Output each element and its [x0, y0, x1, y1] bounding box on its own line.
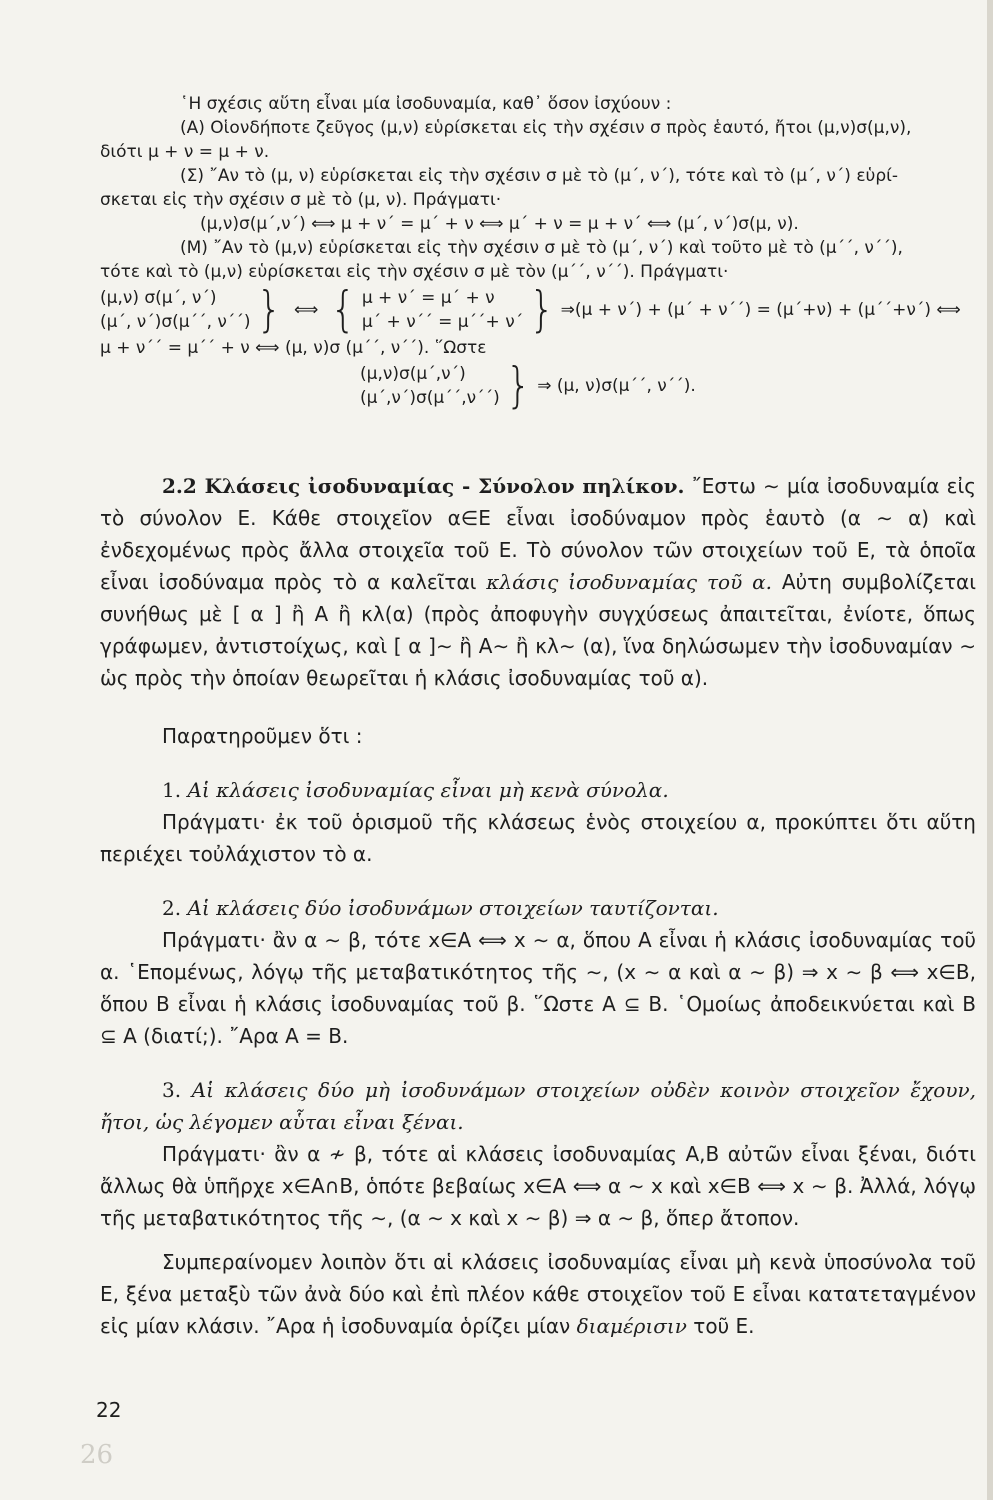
- equation-term: μ + ν΄ = μ΄ + ν: [361, 288, 495, 308]
- right-brace: }: [505, 358, 532, 414]
- proposition-number: 2.: [162, 896, 182, 920]
- paragraph-text: Συμπεραίνομεν λοιπὸν ὅτι αἱ κλάσεις ἰσοδυναμίας εἶναι μὴ κενὰ ὑποσύνολα τοῦ Ε, ξένα μεταξὺ τῶν ἀνὰ δύο καὶ ἐπὶ πλέον κάθε στοιχεῖον τοῦ Ε εἶναι κατατεταγμένον εἰς μίαν κλάσιν. ῎Αρα ἡ ἰσοδυναμία ὁρίζει μίαν: [100, 1250, 976, 1338]
- text-line: διότι μ + ν = μ + ν.: [100, 142, 270, 162]
- text-line: (Α) Οἱονδήποτε ζεῦγος (μ,ν) εὑρίσκεται εἰς τὴν σχέσιν σ πρὸς ἑαυτό, ἤτοι (μ,ν)σ(μ,ν),: [180, 118, 912, 138]
- proposition-2: [100, 892, 976, 924]
- text-line: (Μ) ῎Αν τὸ (μ,ν) εὑρίσκεται εἰς τὴν σχέσιν σ μὲ τὸ (μ΄, ν΄) καὶ τοῦτο μὲ τὸ (μ΄΄, ν΄΄),: [180, 238, 903, 258]
- text-line: τότε καὶ τὸ (μ,ν) εὑρίσκεται εἰς τὴν σχέσιν σ μὲ τὸν (μ΄΄, ν΄΄). Πράγματι·: [100, 262, 729, 282]
- proposition-text: Αἱ κλάσεις δύο μὴ ἰσοδυνάμων στοιχείων οὐδὲν κοινὸν στοιχεῖον ἔχουν, ἤτοι, ὡς λέγομεν αὗται εἶναι ξέναι.: [100, 1078, 976, 1134]
- relation-proof-block: [100, 92, 980, 412]
- right-brace: }: [256, 282, 282, 338]
- page-edge: [987, 0, 993, 1500]
- equation-line: μ + ν΄΄ = μ΄΄ + ν ⟺ (μ, ν)σ (μ΄΄, ν΄΄). ῞Ωστε: [100, 338, 487, 358]
- proposition-text: Αἱ κλάσεις δύο ἰσοδυνάμων στοιχείων ταυτίζονται.: [181, 896, 719, 920]
- left-brace: {: [330, 282, 356, 338]
- equation-result: ⇒ (μ, ν)σ(μ΄΄, ν΄΄).: [537, 376, 696, 396]
- bleed-through-page-number: 26: [80, 1440, 114, 1470]
- proposition-text: Αἱ κλάσεις ἰσοδυναμίας εἶναι μὴ κενὰ σύνολα.: [181, 778, 669, 802]
- proof-1: Πράγματι· ἐκ τοῦ ὁρισμοῦ τῆς κλάσεως ἑνὸς στοιχείου α, προκύπτει ὅτι αὕτη περιέχει τοὐλάχιστον τὸ α.: [100, 810, 976, 866]
- defined-term: διαμέρισιν: [576, 1314, 687, 1338]
- equation-term: (μ΄,ν΄)σ(μ΄΄,ν΄΄): [360, 388, 500, 408]
- defined-term: κλάσις ἰσοδυναμίας τοῦ α.: [486, 570, 773, 594]
- paragraph-text: Αὐτη συμβολίζεται συνήθως μὲ [ α ] ἢ Α ἢ κλ(α) (πρὸς ἀποφυγὴν συγχύσεως ἀπαιτεῖται, ἐνίοτε, ὅπως γράφωμεν, ἀντιστοίχως, καὶ [ α ]∼ ἢ Α∼ ἢ κλ∼ (α), ἵνα δηλώσωμεν τὴν ἰσοδυναμίαν ∼ ὡς πρὸς τὴν ὁποίαν θεωρεῖται ἡ κλάσις ἰσοδυναμίας τοῦ α).: [100, 570, 977, 690]
- equation-term: (μ,ν) σ(μ΄, ν΄): [100, 288, 217, 308]
- remark-intro: Παρατηροῦμεν ὅτι :: [162, 724, 363, 748]
- proposition-number: 1.: [162, 778, 182, 802]
- equation-term: (μ,ν)σ(μ΄,ν΄): [360, 364, 466, 384]
- equation-result: ⇒(μ + ν΄) + (μ΄ + ν΄΄) = (μ΄+ν) + (μ΄΄+ν΄) ⟺: [560, 300, 961, 320]
- equation-term: (μ΄, ν΄)σ(μ΄΄, ν΄΄): [100, 312, 251, 332]
- equation-line: (μ,ν)σ(μ΄,ν΄) ⟺ μ + ν΄ = μ΄ + ν ⟺ μ΄ + ν = μ + ν΄ ⟺ (μ΄, ν΄)σ(μ, ν).: [200, 214, 799, 234]
- section-2-2: [100, 470, 976, 1342]
- equation-term: μ΄ + ν΄΄ = μ΄΄+ ν΄: [361, 312, 524, 332]
- paragraph-text: ῎Εστω ∼ μία ἰσοδυναμία εἰς τὸ σύνολον Ε. Κάθε στοιχεῖον α∈Ε εἶναι ἰσοδύναμον πρὸς ἑαυτὸ (α ∼ α) καὶ ἐνδεχομένως πρὸς ἄλλα στοιχεῖα τοῦ Ε. Τὸ σύνολον τῶν στοιχείων τοῦ Ε, τὰ ὁποῖα εἶναι ἰσοδύναμα πρὸς τὸ α καλεῖται: [100, 474, 976, 594]
- text-line: ῾Η σχέσις αὕτη εἶναι μία ἰσοδυναμία, καθ᾽ ὅσον ἰσχύουν :: [180, 94, 672, 114]
- page-number: 22: [96, 1398, 122, 1422]
- iff-arrow: ⟺: [294, 300, 319, 320]
- right-brace: }: [529, 282, 555, 338]
- proposition-number: 3.: [162, 1078, 182, 1102]
- text-line: σκεται εἰς τὴν σχέσιν σ μὲ τὸ (μ, ν). Πράγματι·: [100, 190, 502, 210]
- paragraph-text: τοῦ Ε.: [686, 1314, 755, 1338]
- equation-system: [100, 282, 980, 338]
- section-paragraph: [100, 470, 976, 694]
- section-heading: 2.2 Κλάσεις ἰσοδυναμίας - Σύνολον πηλίκον.: [162, 474, 685, 498]
- proof-3: Πράγματι· ἂν α ≁ β, τότε αἱ κλάσεις ἰσοδυναμίας Α,Β αὐτῶν εἶναι ξέναι, διότι ἄλλως θὰ ὑπῆρχε x∈A∩B, ὁπότε βεβαίως x∈A ⟺ α ∼ x καὶ x∈B ⟺ x ∼ β. Ἀλλά, λόγῳ τῆς μεταβατικότητος τῆς ∼, (α ∼ x καὶ x ∼ β) ⇒ α ∼ β, ὅπερ ἄτοπον.: [100, 1142, 976, 1230]
- conclusion-system: [100, 358, 980, 414]
- proof-2: Πράγματι· ἂν α ∼ β, τότε x∈A ⟺ x ∼ α, ὅπου Α εἶναι ἡ κλάσις ἰσοδυναμίας τοῦ α. ῾Επομένως, λόγῳ τῆς μεταβατικότητος τῆς ∼, (x ∼ α καὶ α ∼ β) ⇒ x ∼ β ⟺ x∈B, ὅπου Β εἶναι ἡ κλάσις ἰσοδυναμίας τοῦ β. ῞Ωστε Α ⊆ Β. ῾Ομοίως ἀποδεικνύεται καὶ Β ⊆ Α (διατί;). ῎Αρα Α = Β.: [100, 928, 976, 1048]
- conclusion-paragraph: [100, 1246, 976, 1342]
- proposition-3: [100, 1074, 976, 1138]
- text-line: (Σ) ῎Αν τὸ (μ, ν) εὑρίσκεται εἰς τὴν σχέσιν σ μὲ τὸ (μ΄, ν΄), τότε καὶ τὸ (μ΄, ν΄) εὑρί-: [180, 166, 899, 186]
- proposition-1: [100, 774, 976, 806]
